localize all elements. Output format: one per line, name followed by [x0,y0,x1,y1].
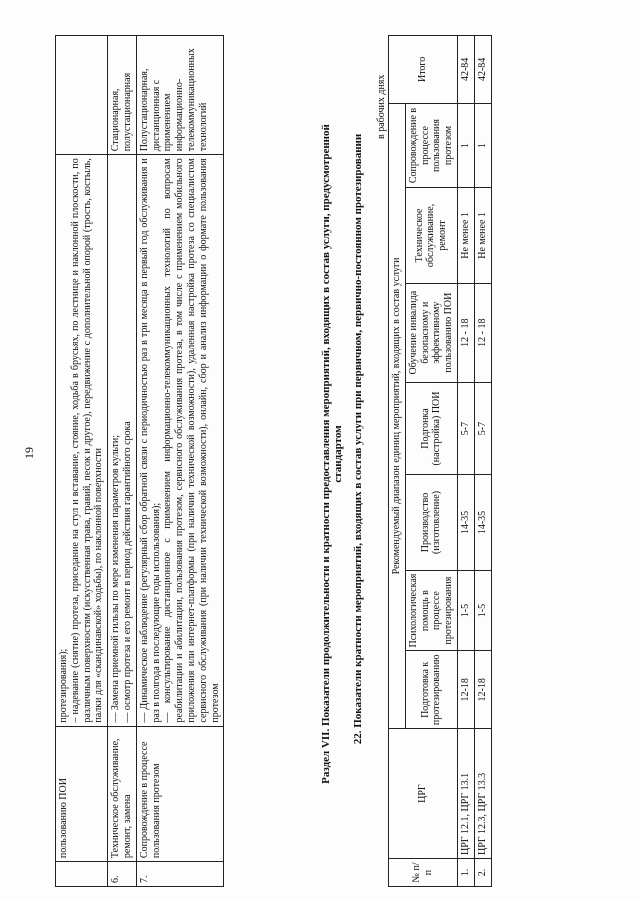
table-row [474,36,491,887]
row-number [56,862,108,887]
units-note: в рабочих днях [376,74,387,139]
description-line: протезирования); [58,648,69,723]
cell-train: 12 - 18 [474,283,491,382]
header-prod: Производство (изготовление) [405,475,457,570]
activity-name: пользованию ПОИ [56,726,108,862]
cell-num: 2. [474,859,491,887]
service-form: Полустационарная, дистанционная с применением информационно-телекоммуникационных технологий [136,36,224,155]
cell-num: 1. [457,859,474,887]
table-row [108,36,137,887]
header-support: Сопровождение в процессе пользования протезом [405,103,457,188]
cell-psych: 1-5 [474,570,491,651]
cell-crg: ЦРГ 12.1, ЦРГ 13.1 [457,729,474,859]
description-line: – надевание (снятие) протеза, приседание на стул и вставание, стояние, ходьба в брусьях, по лестнице и наклонной плоскости, по различным поверхностям (искусственная трава, гравий, песок и другое), передвижение с дополнительной опорой (трость, костыль, палки для «скандинавской» ходьбы), по наклонной поверхности [69,158,105,723]
header-tech: Техническое обслуживание, ремонт [405,188,457,283]
activity-description [136,155,224,726]
header-crg: ЦРГ [389,729,458,859]
cell-prep: 12-18 [474,651,491,729]
cell-train: 12 - 18 [457,283,474,382]
cell-tech: Не менее 1 [474,188,491,283]
cell-prod: 14-35 [474,475,491,570]
description-line: — осмотр протеза и его ремонт в период действия гарантийного срока [121,421,133,723]
cell-support: 1 [457,103,474,188]
activities-table [55,35,224,887]
cell-prep: 12-18 [457,651,474,729]
table-row [457,36,474,887]
header-prep: Подготовка к протезированию [405,651,457,729]
description-line: — консультирование дистанционное с применением информационно-телекоммуникационных технологий по вопросам реабилитации и абилитации, пользования протезом, сервисного обслуживания протеза, в том числе с применением мобильного приложения или интернет-платформы (при наличии технической возможности), удаленная настройка протеза со специалистом сервисного обслуживания (при наличии технической возможности), онлайн, сбор и анализ информации о формате пользования протезом [162,158,221,723]
table-row [136,36,224,887]
section-title: Раздел VII. Показатели продолжительности и кратности предоставления мероприятий, входящих в состав услуги, предусмотренной стандартом [320,124,344,784]
activity-name: Сопровождение в процессе пользования протезом [136,726,224,862]
header-range: Рекомендуемый диапазон единиц мероприятий, входящих в состав услуги [389,103,406,728]
cell-psych: 1-5 [457,570,474,651]
row-number: 7. [136,862,224,887]
activity-description [108,155,137,726]
header-train: Обучение инвалида безопасному и эффективному пользованию ПОИ [405,283,457,382]
header-num: № п/п [389,859,458,887]
cell-fit: 5-7 [457,382,474,475]
header-total: Итого [389,36,458,104]
cell-fit: 5-7 [474,382,491,475]
description-line: — Замена приемной гильзы по мере изменения параметров культи; [110,434,122,723]
row-number: 6. [108,862,137,887]
header-fit: Подгонка (настройка) ПОИ [405,382,457,475]
cell-prod: 14-35 [457,475,474,570]
activity-name: Техническое обслуживание, ремонт, замена [108,726,137,862]
cell-tech: Не менее 1 [457,188,474,283]
cell-support: 1 [474,103,491,188]
description-line: — Динамическое наблюдение (регулярный сбор обратной связи с периодичностью раз в три месяца в первый год обслуживания и раз в полгода в последующие годы использования); [138,158,162,723]
page-number: 19 [22,447,36,459]
cell-total: 42-84 [474,36,491,104]
frequency-table [388,35,492,887]
header-psych: Психологическая помощь в процессе протезирования [405,570,457,651]
cell-crg: ЦРГ 12.3, ЦРГ 13.3 [474,729,491,859]
table-row [56,36,108,887]
header-row [389,36,406,887]
cell-total: 42-84 [457,36,474,104]
service-form [56,36,108,155]
subsection-title: 22. Показатели кратности мероприятий, входящих в состав услуги при первичном, первично-постоянном протезировании [352,133,364,745]
activity-description [56,155,108,726]
service-form: Стационарная, полустационарная [108,36,137,155]
